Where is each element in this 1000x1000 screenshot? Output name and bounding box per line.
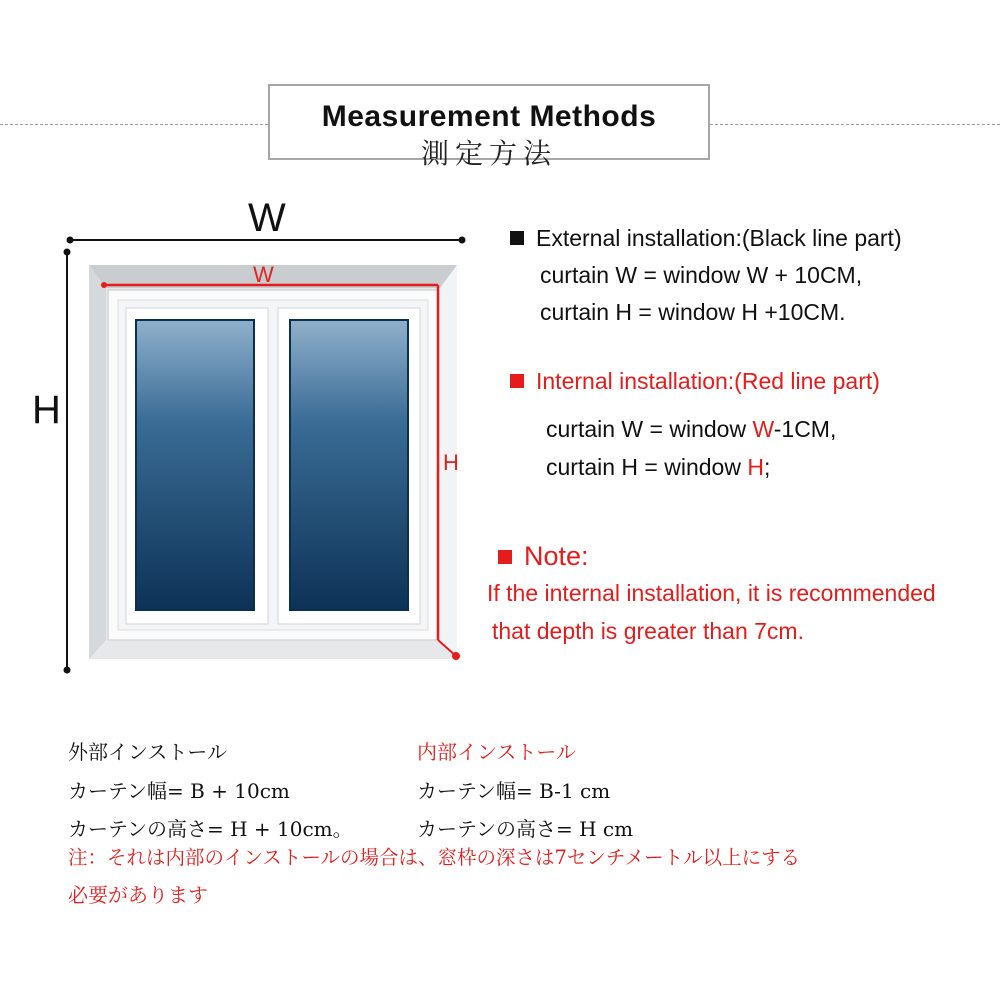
left-glass [136, 320, 254, 610]
external-height-label: H [32, 388, 61, 432]
internal-width-dot [101, 282, 107, 288]
page-title-japanese: 測定方法 [420, 137, 557, 170]
external-height-dot-top [64, 249, 71, 256]
jp-note-line-1: 注：それは内部のインストールの場合は、窓枠の深さは7センチメートル以上にする [68, 846, 801, 869]
jp-external-title: 外部インストール [68, 740, 227, 764]
jp-internal-height: カーテンの高さ= H cm [417, 817, 634, 841]
internal-width-formula: curtain W = window W-1CM, [546, 416, 837, 442]
note-line-2: that depth is greater than 7cm. [492, 618, 804, 644]
jp-internal-title: 内部インストール [417, 740, 576, 764]
jp-note-line-2: 必要があります [68, 883, 208, 907]
external-width-dot-left [67, 237, 74, 244]
recess-left-shadow [89, 265, 106, 659]
red-square-icon [510, 374, 524, 388]
divider-left [0, 124, 268, 125]
divider-right [710, 124, 1000, 125]
external-width-dot-right [459, 237, 466, 244]
internal-depth-dot [452, 652, 460, 660]
note-line-1: If the internal installation, it is recommended [487, 580, 936, 606]
external-height-dot-bottom [64, 667, 71, 674]
jp-external-width: カーテン幅= B + 10cm [68, 779, 290, 803]
internal-width-label: W [253, 262, 274, 287]
internal-installation-title: Internal installation:(Red line part) [510, 368, 880, 395]
jp-internal-width: カーテン幅= B-1 cm [417, 779, 611, 803]
external-width-formula: curtain W = window W + 10CM, [540, 262, 863, 288]
jp-external-height: カーテンの高さ= H + 10cm。 [68, 817, 353, 841]
internal-height-formula: curtain H = window H; [546, 454, 771, 480]
right-glass [290, 320, 408, 610]
external-height-formula: curtain H = window H +10CM. [540, 299, 846, 325]
window-diagram [0, 190, 480, 690]
black-square-icon [510, 231, 524, 245]
external-width-label: W [248, 196, 286, 240]
internal-height-label: H [443, 450, 459, 475]
external-installation-title: External installation:(Black line part) [510, 225, 902, 252]
page-title: Measurement Methods [321, 100, 657, 133]
note-title: Note: [498, 541, 589, 572]
red-square-icon [498, 550, 512, 564]
title-box [268, 84, 710, 170]
